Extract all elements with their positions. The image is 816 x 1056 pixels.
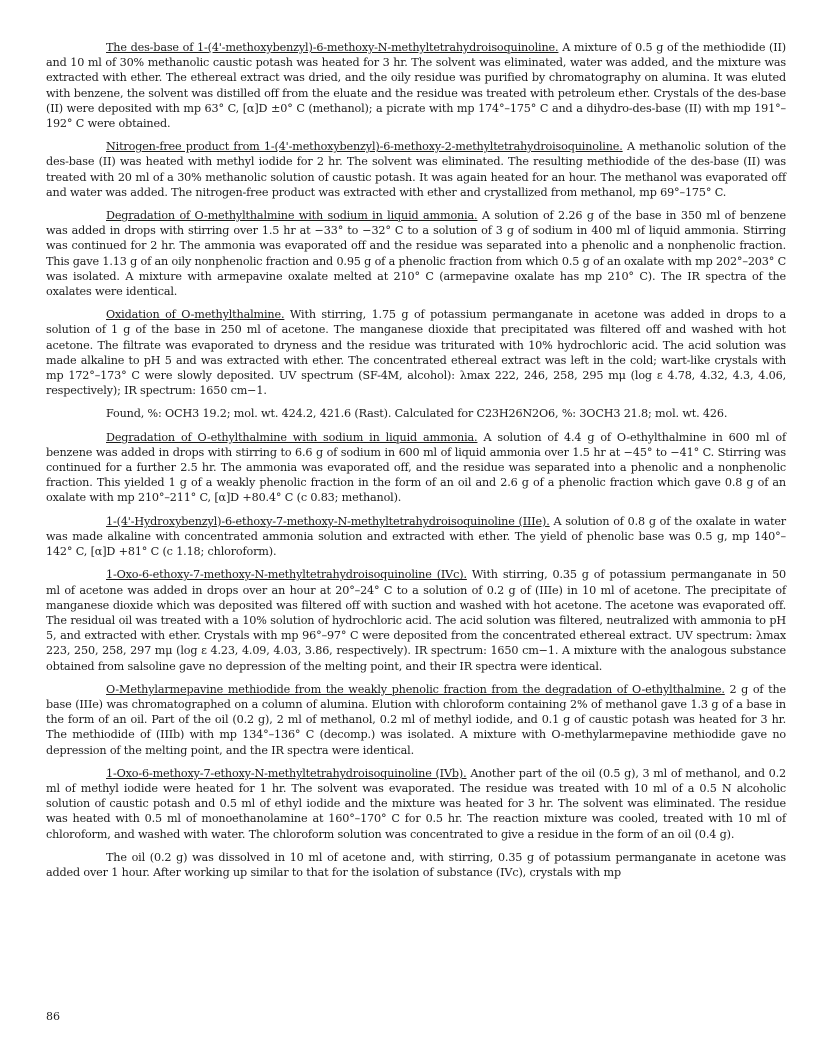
analysis-line bbox=[46, 406, 786, 421]
paragraph-body: A solution of 4.4 g of O-ethylthalmine in 600 ml of benzene was added in drops with stirring to 6.6 g of sodium in 600 ml of liquid ammonia over 1.5 hr at −45° to −41° C. Stirring was continued for a further 2.5 hr. The ammonia was evaporated off, and the residue was separated into a phenolic and a nonphenolic fraction. This yielded 1 g of a weakly phenolic fraction in the form of an oil and 2.6 g of a phenolic fraction which gave 0.8 g of an oxalate with mp 210°–211° C, [α]D +80.4° C (c 0.83; methanol). bbox=[46, 430, 787, 505]
paragraph-body: A solution of 0.8 g of the oxalate in water was made alkaline with concentrated ammonia solution and extracted with ether. The yield of phenolic base was 0.5 g, mp 140°–142° C, [α]D +81° C (c 1.18; chloroform). bbox=[46, 514, 786, 559]
paragraph-heading: 1-(4'-Hydroxybenzyl)-6-ethoxy-7-methoxy-N-methyltetrahydroisoquinoline (IIIe). bbox=[106, 514, 550, 528]
paragraph-heading: The des-base of 1-(4'-methoxybenzyl)-6-methoxy-N-methyltetrahydroisoquinoline. bbox=[106, 41, 559, 54]
paragraph-oxo-ivc bbox=[46, 567, 786, 673]
paragraph-heading: 1-Oxo-6-ethoxy-7-methoxy-N-methyltetrahydroisoquinoline (IVc). bbox=[106, 568, 467, 582]
paragraph-body: A mixture of 0.5 g of the methiodide (II) and 10 ml of 30% methanolic caustic potash was heated for 3 hr. The solvent was eliminated, water was added, and the mixture was extracted with ether. The ethereal extract was dried, and the oily residue was purified by chromatography on alumina. It was eluted with benzene, the solvent was distilled off from the eluate and the residue was treated with petroleum ether. Crystals of the des-base (II) were deposited with mp 63° C, [α]D ±0° C (methanol); a picrate with mp 174°–175° C and a dihydro-des-base (II) with mp 191°–192° C were obtained. bbox=[46, 41, 787, 131]
paragraph-body: The oil (0.2 g) was dissolved in 10 ml of acetone and, with stirring, 0.35 g of potassium permanganate in acetone was added over 1 hour. After working up similar to that for the isolation of substance (IVc), crystals with mp bbox=[46, 850, 786, 879]
body-text bbox=[46, 40, 786, 888]
paragraph-final bbox=[46, 850, 786, 880]
paragraph-degradation-methyl bbox=[46, 208, 786, 299]
paragraph-heading: Nitrogen-free product from 1-(4'-methoxybenzyl)-6-methoxy-2-methyltetrahydroisoquinoline. bbox=[106, 140, 623, 154]
paragraph-body: With stirring, 0.35 g of potassium permanganate in 50 ml of acetone was added in drops over an hour at 20°–24° C to a solution of 0.2 g of (IIIe) in 10 ml of acetone. The precipitate of manganese dioxide which was deposited was filtered off with suction and washed with hot acetone. The acetone was evaporated off. The residual oil was treated with a 10% solution of hydrochloric acid. The acid solution was filtered, neutralized with ammonia to pH 5, and extracted with ether. Crystals with mp 96°–97° C were deposited from the concentrated ethereal extract. UV spectrum: λmax 223, 250, 258, 297 mμ (log ε 4.23, 4.09, 4.03, 3.86, respectively). IR spectrum: 1650 cm−1. A mixture with the analogous substance obtained from salsoline gave no depression of the melting point, and their IR spectra were identical. bbox=[46, 568, 787, 673]
paragraph-nitrogen-free bbox=[46, 139, 786, 200]
paragraph-heading: Degradation of O-ethylthalmine with sodium in liquid ammonia. bbox=[106, 430, 478, 444]
paragraph-hydroxybenzyl bbox=[46, 514, 786, 560]
paragraph-body: A solution of 2.26 g of the base in 350 ml of benzene was added in drops with stirring over 1.5 hr at −33° to −32° C to a solution of 3 g of sodium in 400 ml of liquid ammonia. Stirring was continued for 2 hr. The ammonia was evaporated off and the residue was separated into a phenolic and a nonphenolic fraction. This gave 1.13 g of an oily nonphenolic fraction and 0.95 g of a phenolic fraction from which 0.5 g of an oxalate with mp 202°–203° C was isolated. A mixture with armepavine oxalate melted at 210° C (armepavine oxalate has mp 210° C). The IR spectra of the oxalates were identical. bbox=[46, 209, 786, 299]
page-number: 86 bbox=[46, 1010, 60, 1023]
paragraph-body: With stirring, 1.75 g of potassium permanganate in acetone was added in drops to a solution of 1 g of the base in 250 ml of acetone. The manganese dioxide that precipitated was filtered off and washed with hot acetone. The filtrate was evaporated to dryness and the residue was triturated with 10% hydrochloric acid. The acid solution was made alkaline to pH 5 and was extracted with ether. The concentrated ethereal extract was left in the cold; wart-like crystals with mp 172°–173° C were slowly deposited. UV spectrum (SF-4M, alcohol): λmax 222, 246, 258, 295 mμ (log ε 4.78, 4.32, 4.3, 4.06, respectively); IR spectrum: 1650 cm−1. bbox=[46, 308, 786, 398]
paragraph-body: A methanolic solution of the des-base (II) was heated with methyl iodide for 2 hr. The solvent was eliminated. The resulting methiodide of the des-base (II) was treated with 20 ml of a 30% methanolic solution of caustic potash. It was again heated for an hour. The methanol was evaporated off and water was added. The nitrogen-free product was extracted with ether and crystallized from methanol, mp 69°–175° C. bbox=[46, 140, 786, 199]
paragraph-heading: 1-Oxo-6-methoxy-7-ethoxy-N-methyltetrahydroisoquinoline (IVb). bbox=[106, 766, 467, 780]
paragraph-body: Found, %: OCH3 19.2; mol. wt. 424.2, 421.6 (Rast). Calculated for C23H26N2O6, %: 3OCH3 21.8; mol. wt. 426. bbox=[106, 407, 728, 421]
paragraph-body: Another part of the oil (0.5 g), 3 ml of methanol, and 0.2 ml of methyl iodide were heated for 1 hr. The solvent was evaporated. The residue was treated with 10 ml of a 0.5 N alcoholic solution of caustic potash and 0.5 ml of ethyl iodide and the mixture was heated for 3 hr. The solvent was eliminated. The residue was heated with 0.5 ml of monoethanolamine at 160°–170° C for 0.5 hr. The reaction mixture was cooled, treated with 10 ml of chloroform, and washed with water. The chloroform solution was concentrated to give a residue in the form of an oil (0.4 g). bbox=[46, 766, 787, 841]
paragraph-body: 2 g of the base (IIIe) was chromatographed on a column of alumina. Elution with chloroform containing 2% of methanol gave 1.3 g of a base in the form of an oil. Part of the oil (0.2 g), 2 ml of methanol, 0.2 ml of methyl iodide, and 0.1 g of caustic potash was heated for 3 hr. The methiodide of (IIIb) with mp 134°–136° C (decomp.) was isolated. A mixture with O-methylarmepavine methiodide gave no depression of the melting point, and the IR spectra were identical. bbox=[46, 682, 786, 757]
paragraph-des-base bbox=[46, 40, 786, 131]
paragraph-methiodide bbox=[46, 682, 786, 758]
paragraph-degradation-ethyl bbox=[46, 430, 786, 506]
paragraph-heading: Degradation of O-methylthalmine with sodium in liquid ammonia. bbox=[106, 209, 478, 223]
paragraph-heading: O-Methylarmepavine methiodide from the weakly phenolic fraction from the degradation of O-ethylthalmine. bbox=[106, 682, 725, 696]
paragraph-oxidation bbox=[46, 307, 786, 398]
paragraph-oxo-ivb bbox=[46, 766, 786, 842]
paragraph-heading: Oxidation of O-methylthalmine. bbox=[106, 308, 285, 322]
